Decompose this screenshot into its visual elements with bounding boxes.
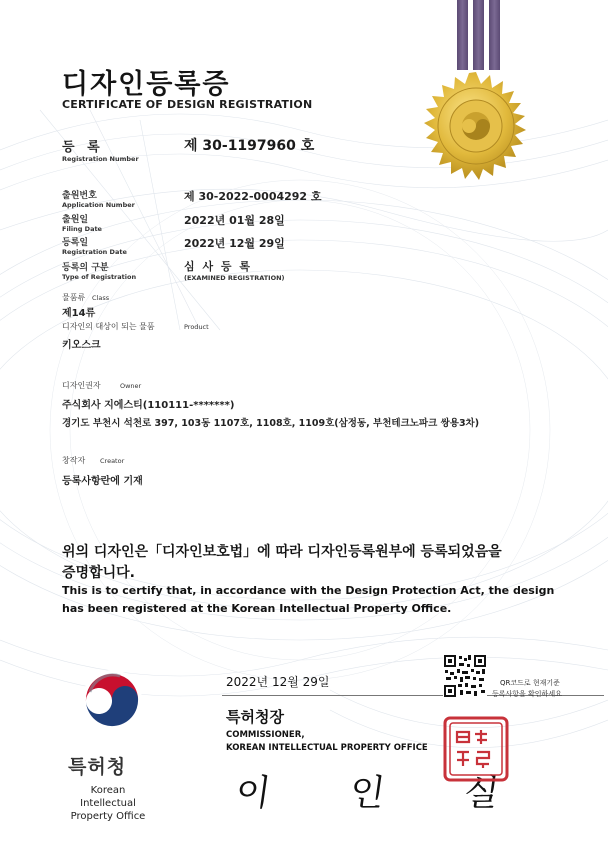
- certification-en-line2: has been registered at the Korean Intellectual Property Office.: [62, 602, 452, 615]
- registration-number: 제 30-1197960 호: [184, 138, 315, 154]
- gold-seal-icon: [420, 70, 532, 182]
- certification-en-line1: This is to certify that, in accordance with the Design Protection Act, the design: [62, 584, 555, 597]
- commissioner-title-ko: 특허청장: [226, 708, 284, 726]
- commissioner-title-en-2: KOREAN INTELLECTUAL PROPERTY OFFICE: [226, 743, 428, 753]
- owner-label: 디자인권자: [62, 381, 101, 390]
- class-label-en: Class: [92, 294, 110, 302]
- application-label-en: Application Number: [62, 201, 135, 209]
- application-number: 제 30-2022-0004292 호: [184, 190, 322, 203]
- type-value-en: (EXAMINED REGISTRATION): [184, 274, 285, 282]
- type-label: 등록의 구분: [62, 263, 109, 273]
- product-value: 키오스크: [62, 340, 101, 351]
- registration-date-label-en: Registration Date: [62, 248, 127, 256]
- product-label-en: Product: [184, 323, 209, 331]
- organization-name-ko: 특허청: [68, 756, 127, 778]
- filing-label-en: Filing Date: [62, 225, 102, 233]
- owner-address: 경기도 부천시 석천로 397, 103동 1107호, 1108호, 1109호(삼정동, 부천테크노파크 쌍용3차): [62, 418, 480, 429]
- official-stamp-icon: [443, 716, 509, 782]
- qr-code-icon[interactable]: [443, 654, 487, 698]
- registration-label-en: Registration Number: [62, 155, 139, 163]
- issue-date: 2022년 12월 29일: [226, 675, 330, 689]
- certification-ko-line1: 위의 디자인은「디자인보호법」에 따라 디자인등록원부에 등록되었음을: [62, 544, 502, 560]
- filing-date: 2022년 01월 28일: [184, 214, 285, 227]
- organization-name-en: Korean Intellectual Property Office: [70, 785, 146, 822]
- creator-value: 등록사항란에 기재: [62, 476, 143, 487]
- registration-label: 등 록: [62, 140, 104, 155]
- commissioner-title-en-1: COMMISSIONER,: [226, 730, 305, 740]
- creator-label-en: Creator: [100, 457, 125, 465]
- document-title-en: CERTIFICATE OF DESIGN REGISTRATION: [62, 98, 313, 111]
- qr-instruction-2: 등록사항을 확인하세요: [492, 690, 562, 698]
- registration-date: 2022년 12월 29일: [184, 237, 285, 250]
- registration-date-label: 등록일: [62, 238, 89, 248]
- class-value: 제14류: [62, 308, 96, 319]
- signature: 이 인 실: [232, 773, 536, 814]
- kipo-logo-icon: [80, 668, 144, 732]
- class-label: 물품류: [62, 293, 86, 302]
- certification-ko-line2: 증명합니다.: [62, 565, 135, 581]
- creator-label: 창작자: [62, 456, 86, 465]
- type-value: 심 사 등 록: [184, 260, 252, 273]
- product-label: 디자인의 대상이 되는 물품: [62, 322, 155, 331]
- type-label-en: Type of Registration: [62, 273, 137, 281]
- owner-name: 주식회사 지에스티(110111-*******): [62, 400, 235, 411]
- owner-label-en: Owner: [120, 382, 142, 390]
- ribbon-right: [489, 0, 500, 70]
- qr-instruction-1: QR코드로 현재기준: [500, 679, 560, 687]
- filing-label: 출원일: [62, 215, 89, 225]
- ribbon-middle: [473, 0, 484, 70]
- document-title: 디자인등록증: [62, 69, 231, 100]
- ribbon-left: [457, 0, 468, 70]
- application-label: 출원번호: [62, 191, 97, 201]
